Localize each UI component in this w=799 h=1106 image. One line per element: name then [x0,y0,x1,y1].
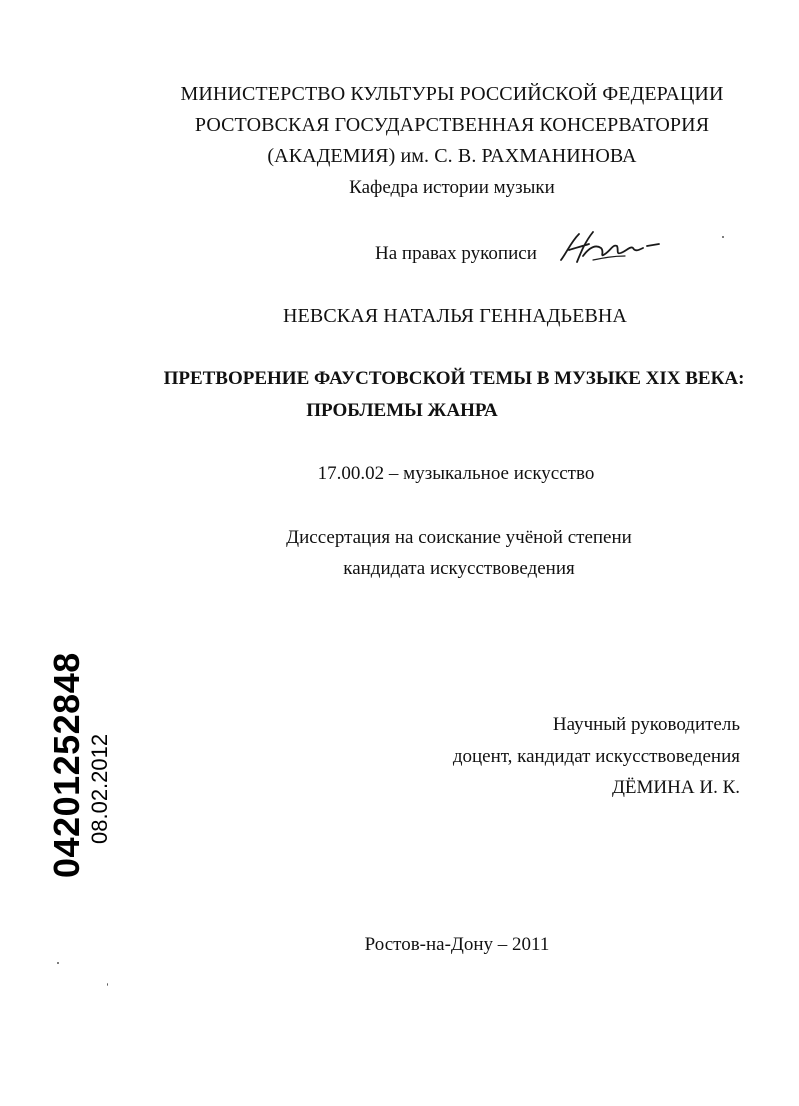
scan-speck [722,236,724,238]
scan-speck [57,962,59,964]
conservatory-name: РОСТОВСКАЯ ГОСУДАРСТВЕННАЯ КОНСЕРВАТОРИЯ [194,114,710,136]
ministry-name: МИНИСТЕРСТВО КУЛЬТУРЫ РОССИЙСКОЙ ФЕДЕРАЦИИ [180,83,724,105]
degree-statement-line-1: Диссертация на соискание учёной степени [286,527,632,548]
scan-speck [107,983,108,986]
department-name: Кафедра истории музыки [349,177,555,198]
dissertation-title-line-2: ПРОБЛЕМЫ ЖАНРА [306,400,498,421]
supervisor-position: доцент, кандидат искусствоведения [452,746,740,767]
dissertation-title-line-1: ПРЕТВОРЕНИЕ ФАУСТОВСКОЙ ТЕМЫ В МУЗЫКЕ XIX ВЕКА: [163,368,745,389]
handwritten-signature [553,226,663,270]
academy-name: (АКАДЕМИЯ) им. С. В. РАХМАНИНОВА [267,145,637,167]
supervisor-label: Научный руководитель [552,714,740,735]
manuscript-note: На правах рукописи [375,243,537,264]
supervisor-name: ДЁМИНА И. К. [611,777,740,798]
author-name: НЕВСКАЯ НАТАЛЬЯ ГЕННАДЬЕВНА [283,305,627,327]
library-stamp-number: 04201252848 [46,652,87,878]
place-and-year: Ростов-на-Дону – 2011 [364,934,550,955]
library-stamp-date: 08.02.2012 [87,733,112,844]
specialty-code: 17.00.02 – музыкальное искусство [317,463,595,484]
degree-statement-line-2: кандидата искусствоведения [343,558,575,579]
